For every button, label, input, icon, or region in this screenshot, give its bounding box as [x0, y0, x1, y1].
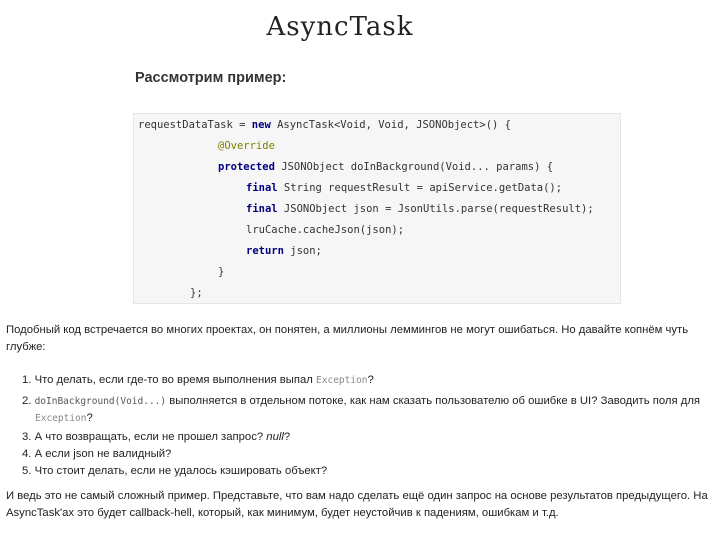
list-item-text: А если json не валидный? [34, 448, 172, 460]
closing-paragraph: И ведь это не самый сложный пример. Представьте, что вам надо сделать ещё один запрос на основе результатов предыдущего. На AsyncTask'ах это будет callback-hell, который, как минимум, будет неустойчив к падениям, ошибкам и т.д. [6, 490, 708, 519]
list-item-text: Что стоит делать, если не удалось кэшировать объект? [34, 465, 328, 477]
code-block [133, 113, 621, 304]
inline-code: Exception [35, 413, 87, 424]
list-item-end: ? [283, 431, 291, 443]
list-item-text: Что делать, если где-то во время выполнения выпал [34, 374, 313, 386]
list-item-text: А что возвращать, если не прошел запрос? [34, 431, 264, 443]
list-item [22, 393, 714, 427]
list-number: 1. [22, 374, 32, 386]
list-number: 5. [22, 465, 32, 477]
list-item-text: выполняется в отдельном потоке, как нам сказать пользователю об ошибке в UI? Заводить поля для [169, 395, 701, 407]
list-number: 2. [22, 395, 32, 407]
code-line-7: return json; [246, 245, 322, 257]
null-emphasis: null [266, 431, 284, 443]
code-line-6: lruCache.cacheJson(json); [246, 224, 405, 236]
list-item-end: ? [367, 374, 374, 386]
intro-paragraph: Подобный код встречается во многих проектах, он понятен, а миллионы леммингов не могут ошибаться. Но давайте копнём чуть глубже: [6, 324, 689, 353]
list-item-end: ? [86, 412, 93, 424]
code-line-1: requestDataTask = new AsyncTask<Void, Void, JSONObject>() { [138, 119, 511, 131]
list-item [22, 372, 714, 389]
code-line-5: final JSONObject json = JsonUtils.parse(requestResult); [246, 203, 594, 215]
list-item [22, 446, 714, 463]
code-line-9: }; [190, 287, 203, 299]
list-number: 3. [22, 431, 32, 443]
code-line-2: @Override [218, 140, 275, 152]
section-subheading: Рассмотрим пример: [135, 70, 287, 86]
slide-title: AsyncTask [266, 12, 414, 42]
list-item [22, 429, 714, 446]
question-list [22, 372, 714, 480]
list-number: 4. [22, 448, 32, 460]
code-line-4: final String requestResult = apiService.getData(); [246, 182, 563, 194]
code-line-8: } [218, 266, 225, 278]
inline-code: Exception [316, 375, 368, 386]
list-item [22, 463, 714, 480]
inline-code: doInBackground(Void...) [34, 396, 167, 407]
code-line-3: protected JSONObject doInBackground(Void... params) { [218, 161, 554, 173]
